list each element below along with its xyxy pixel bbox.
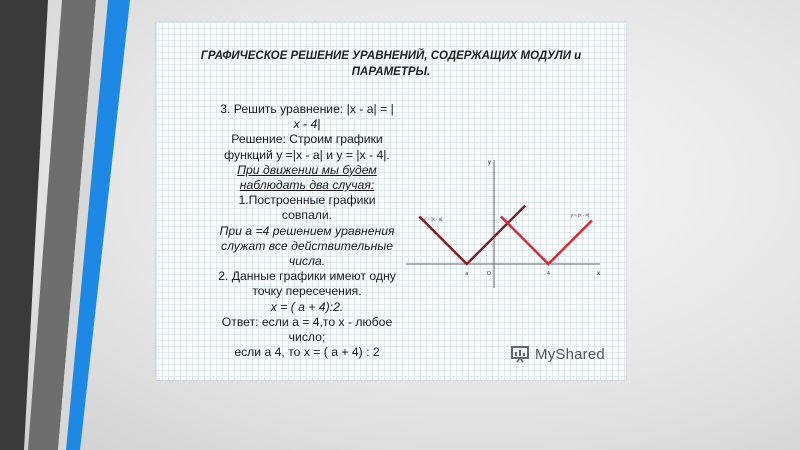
slide-title-line-2: ПАРАМЕТРЫ. <box>351 66 431 78</box>
text-line: Решение: Строим графики <box>231 132 383 147</box>
text-line: число; <box>288 330 326 345</box>
series-line-1 <box>419 206 525 264</box>
text-line: совпали. <box>281 208 333 223</box>
tick-label: 4 <box>546 271 550 277</box>
text-line: При а =4 решением уравнения <box>219 223 395 238</box>
slide-image <box>156 22 626 380</box>
text-line: функций y =|x - a| и y = |x - 4|. <box>224 147 390 162</box>
function-graph <box>404 152 604 292</box>
text-line: если а 4, то х = ( а + 4) : 2 <box>234 345 380 360</box>
y-axis-label: y <box>488 160 491 166</box>
origin-label: O <box>486 271 491 277</box>
text-line: служат все действительные <box>220 238 394 253</box>
presentation-icon <box>511 345 531 363</box>
series-label-2: y = |x - 4| <box>570 212 590 218</box>
series-label-1: y = |x - a| <box>423 216 443 222</box>
logo-text: MyShared <box>535 345 605 363</box>
myshared-logo <box>511 342 621 366</box>
slide-title <box>186 48 596 80</box>
text-line: x - 4| <box>293 117 321 132</box>
slide-title-line-1: ГРАФИЧЕСКОЕ РЕШЕНИЕ УРАВНЕНИЙ, СОДЕРЖАЩИХ МОДУЛИ и <box>200 50 582 62</box>
text-line: x = ( a + 4):2. <box>270 299 344 314</box>
text-line: числа. <box>288 254 326 269</box>
tick-label: a <box>465 271 469 277</box>
text-line: 1.Построенные графики <box>238 193 376 208</box>
x-axis-label: x <box>597 271 600 277</box>
series-line-2 <box>501 216 592 264</box>
text-line: 3. Решить уравнение: |x - a| = | <box>220 102 394 116</box>
text-line: точку пересечения. <box>252 284 362 299</box>
decorative-stripes <box>0 0 140 450</box>
text-line: Ответ: если а = 4,то х - любое <box>221 314 393 329</box>
text-line: наблюдать два случая: <box>239 178 375 193</box>
text-line: При движении мы будем <box>237 162 377 177</box>
solution-text <box>196 102 418 360</box>
text-line: 2. Данные графики имеют одну <box>218 269 396 284</box>
